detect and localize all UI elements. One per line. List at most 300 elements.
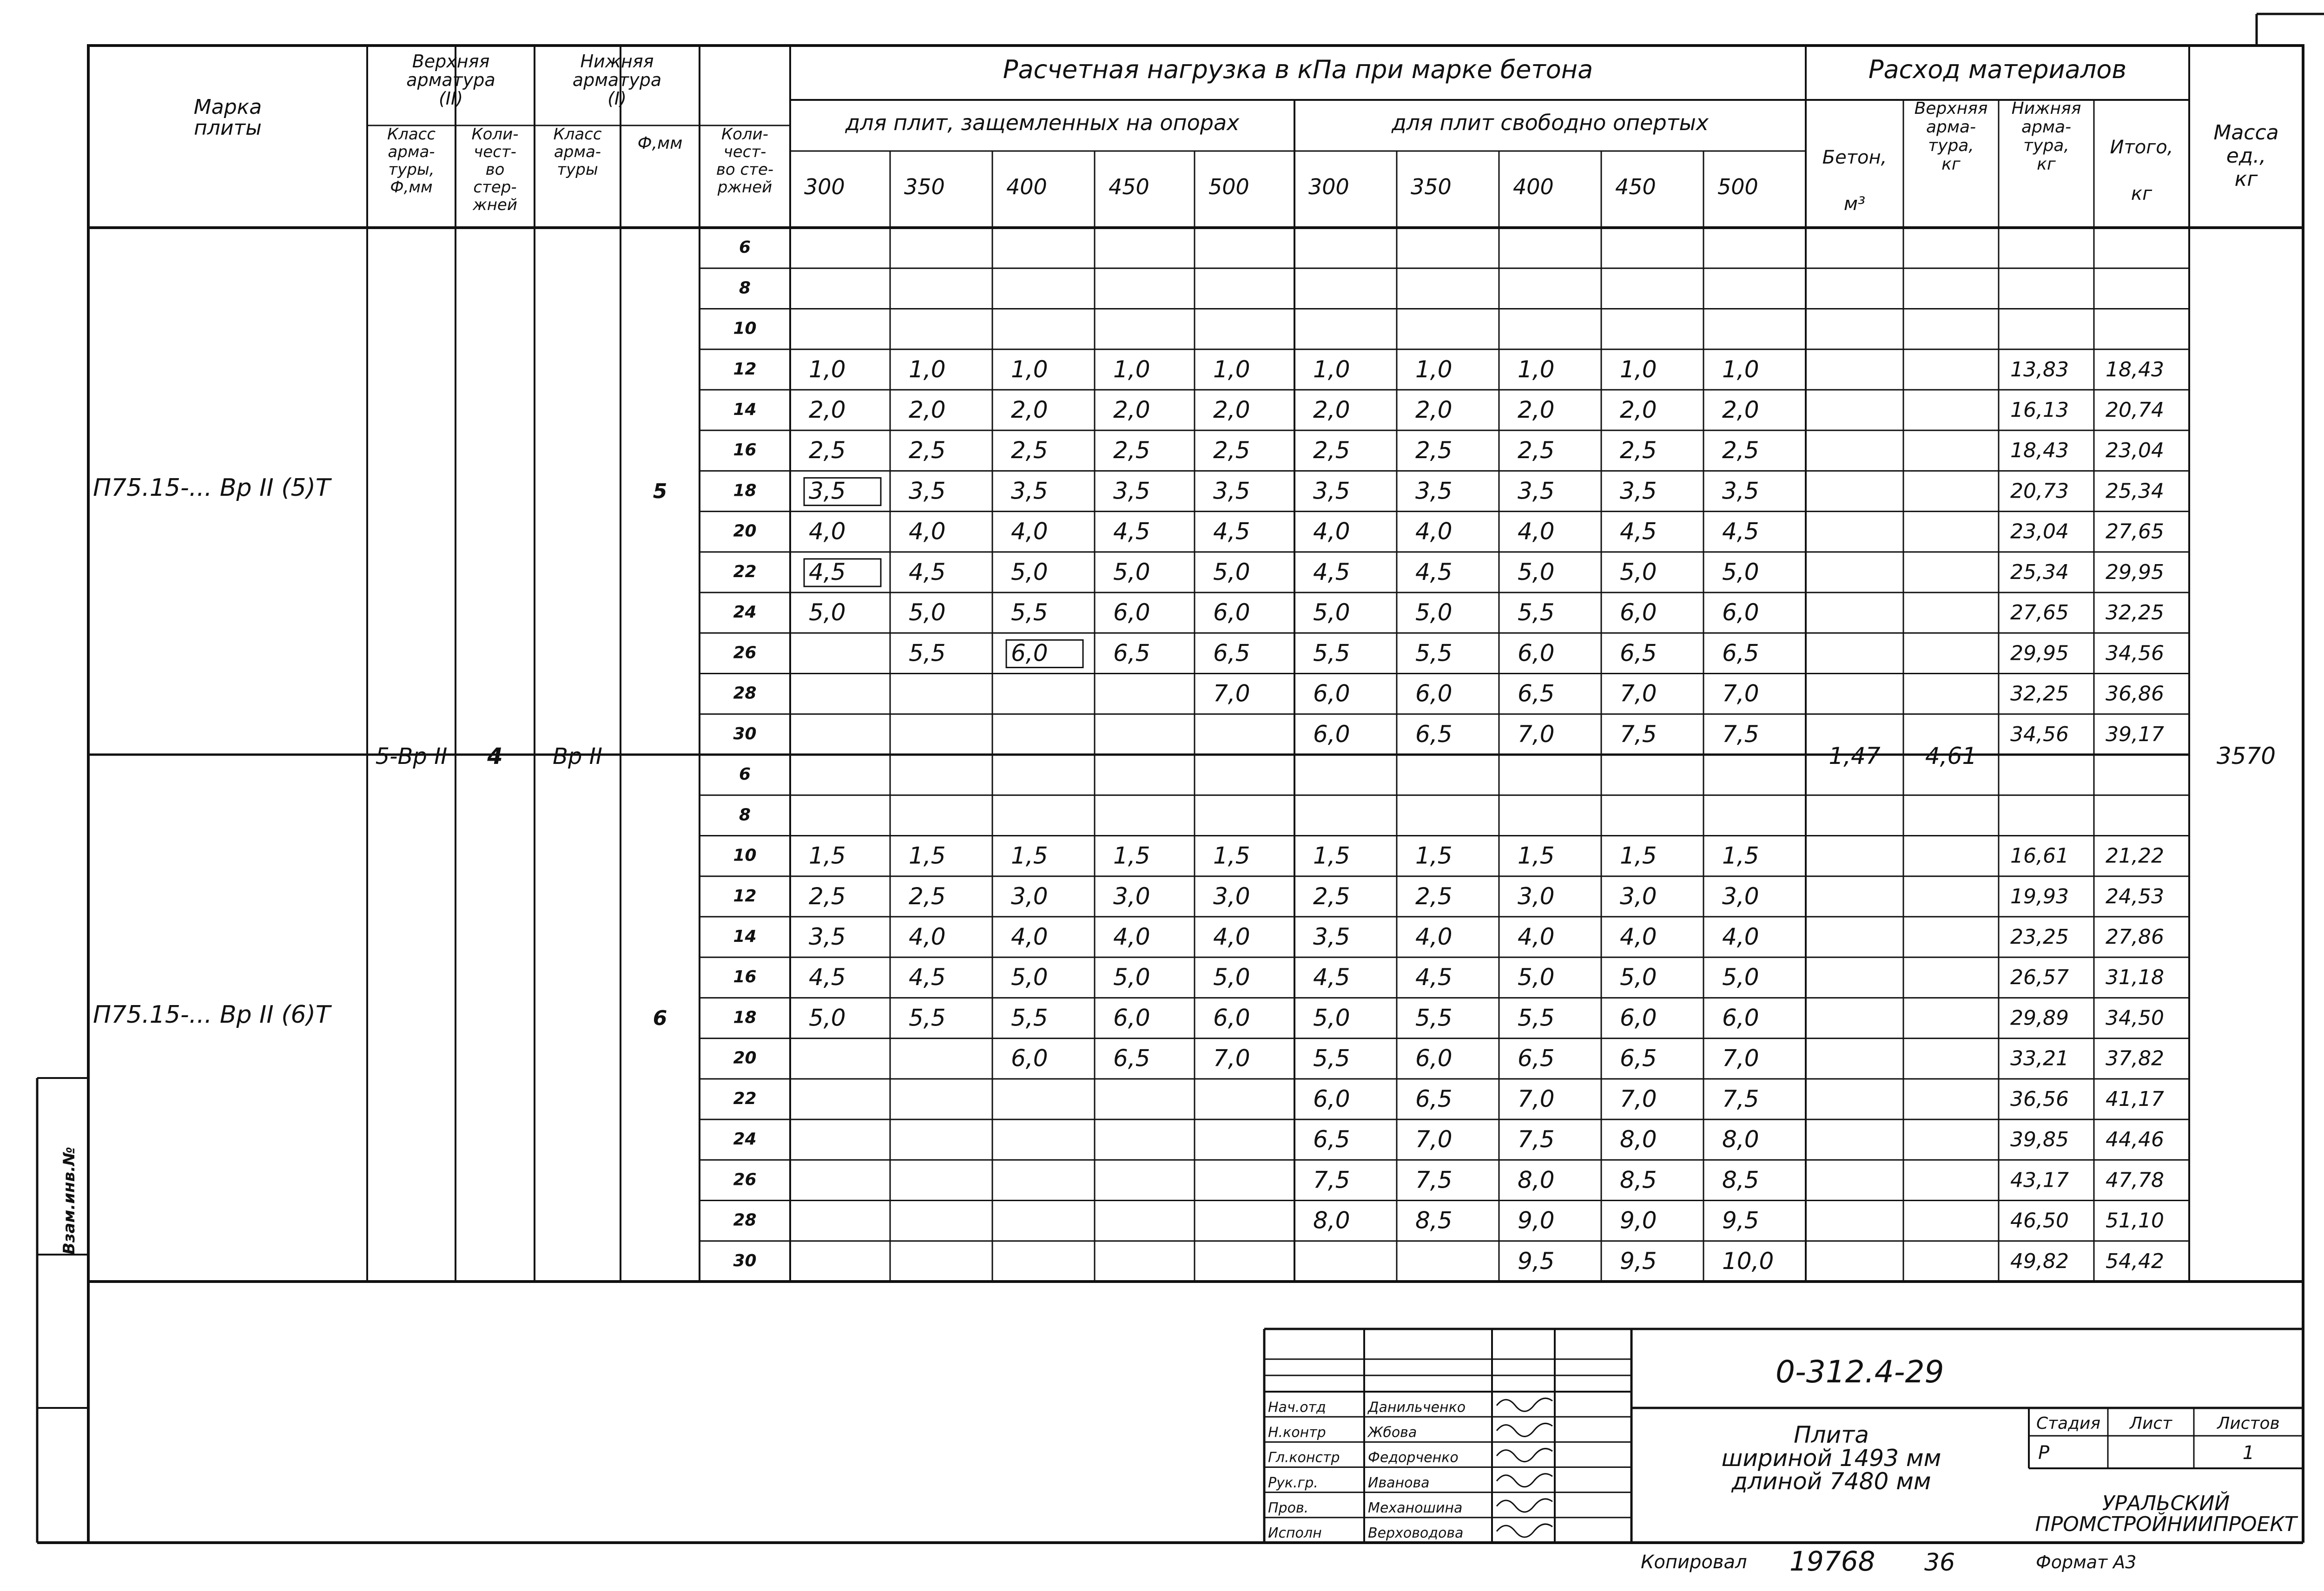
table-grid	[88, 46, 2303, 1282]
bottom-mass-value: 39,85	[2010, 1128, 2069, 1152]
load-fixed: 6,0	[1213, 1004, 1250, 1032]
stamp-role: Нач.отд	[1268, 1399, 1326, 1416]
load-fixed: 1,0	[1213, 355, 1250, 383]
load-free: 3,5	[1313, 923, 1350, 951]
load-free: 2,0	[1620, 396, 1657, 424]
load-free: 7,5	[1722, 720, 1759, 748]
load-free: 2,5	[1313, 882, 1350, 910]
load-free: 8,5	[1620, 1166, 1657, 1194]
total-mass-value: 39,17	[2106, 722, 2164, 746]
header-bottom-count: Коли-	[721, 125, 769, 144]
copy-number: 19768	[1789, 1545, 1875, 1577]
load-free: 3,0	[1620, 882, 1657, 910]
load-fixed: 4,0	[1011, 518, 1048, 545]
bar-count: 30	[733, 724, 757, 743]
load-free: 8,0	[1620, 1126, 1657, 1153]
total-mass-value: 37,82	[2106, 1046, 2164, 1071]
header-mass: кг	[2234, 167, 2258, 191]
organization-name: ПРОМСТРОЙНИИПРОЕКТ	[2035, 1512, 2297, 1536]
bottom-mass-value: 18,43	[2010, 439, 2069, 463]
organization-name: УРАЛЬСКИЙ	[2102, 1492, 2230, 1515]
total-mass-value: 41,17	[2106, 1087, 2164, 1111]
load-free: 5,0	[1518, 558, 1555, 585]
load-free: 6,5	[1518, 680, 1555, 707]
bar-count: 22	[733, 562, 757, 581]
bar-count: 6	[739, 238, 751, 257]
header-grade-fixed: 450	[1109, 174, 1149, 199]
load-fixed: 7,0	[1213, 680, 1250, 707]
load-free: 2,5	[1415, 882, 1452, 910]
header-grade-free: 450	[1615, 174, 1656, 199]
header-grade-free: 500	[1717, 174, 1758, 199]
bar-count: 20	[733, 1048, 757, 1068]
header-bottom-class: туры	[557, 160, 598, 179]
total-mass-value: 32,25	[2106, 601, 2164, 625]
load-fixed: 1,5	[1011, 842, 1048, 869]
bar-count: 24	[733, 1130, 757, 1149]
header-top-mass: арма-	[1926, 118, 1976, 137]
header-bottom-mass: Нижняя	[2011, 99, 2081, 118]
bar-count: 18	[733, 481, 757, 500]
load-fixed: 6,0	[1011, 639, 1048, 667]
load-free: 1,0	[1518, 355, 1555, 383]
load-free: 2,5	[1620, 437, 1657, 464]
table-header	[194, 51, 2279, 215]
header-bottom-count: ржней	[717, 178, 772, 197]
total-mass-value: 47,78	[2106, 1168, 2164, 1192]
load-free: 9,5	[1620, 1247, 1657, 1275]
load-free: 1,5	[1415, 842, 1452, 869]
load-free: 1,5	[1313, 842, 1350, 869]
total-mass-value: 27,65	[2106, 519, 2164, 544]
load-free: 4,0	[1620, 923, 1657, 951]
stamp-role: Гл.констр	[1268, 1449, 1340, 1466]
load-free: 6,5	[1722, 639, 1759, 667]
load-free: 9,5	[1722, 1207, 1759, 1234]
load-fixed: 1,5	[809, 842, 846, 869]
header-top-reinf: Верхняя	[412, 51, 490, 72]
load-fixed: 3,5	[809, 923, 846, 951]
load-fixed: 3,0	[1213, 882, 1250, 910]
load-fixed: 4,0	[909, 923, 946, 951]
header-free-title: для плит свободно опертых	[1391, 110, 1709, 135]
bottom-class-value: Вр II	[553, 743, 602, 769]
header-bottom-reinf: арматура	[572, 70, 662, 90]
load-fixed: 1,5	[1213, 842, 1250, 869]
load-fixed: 3,5	[1011, 477, 1048, 505]
total-mass-value: 31,18	[2106, 966, 2164, 990]
load-fixed: 6,5	[1213, 639, 1250, 667]
bar-count: 28	[733, 684, 757, 703]
load-fixed: 7,0	[1213, 1045, 1250, 1072]
unit-mass-value: 3570	[2216, 743, 2276, 769]
bar-count: 20	[733, 521, 757, 541]
header-bottom-reinf: Нижняя	[580, 51, 654, 72]
load-free: 6,0	[1722, 1004, 1759, 1032]
stage-label: Стадия	[2036, 1414, 2101, 1433]
load-free: 6,0	[1415, 1045, 1452, 1072]
header-top-count: стер-	[473, 178, 517, 197]
total-mass-value: 23,04	[2106, 439, 2164, 463]
top-class-value: 5-Вр II	[375, 743, 448, 769]
bottom-mass-value: 43,17	[2010, 1168, 2069, 1192]
load-fixed: 5,5	[1011, 1004, 1048, 1032]
signature-mark	[1497, 1449, 1552, 1462]
load-fixed: 2,0	[1113, 396, 1150, 424]
header-concrete: Бетон,	[1822, 147, 1887, 168]
bottom-mass-value: 36,56	[2010, 1087, 2069, 1111]
load-fixed: 5,0	[1011, 558, 1048, 585]
load-fixed: 3,5	[1113, 477, 1150, 505]
header-bottom-reinf: (I)	[607, 88, 627, 109]
load-fixed: 2,5	[909, 882, 946, 910]
header-materials-title: Расход материалов	[1868, 55, 2127, 84]
load-fixed: 2,0	[1011, 396, 1048, 424]
bar-count: 26	[733, 1170, 757, 1190]
load-free: 7,0	[1518, 1085, 1555, 1112]
total-mass-value: 44,46	[2106, 1128, 2164, 1152]
load-free: 9,0	[1620, 1207, 1657, 1234]
header-load-title: Расчетная нагрузка в кПа при марке бетона	[1003, 55, 1593, 84]
load-fixed: 3,5	[909, 477, 946, 505]
header-bottom-class: арма-	[554, 143, 601, 161]
load-free: 2,5	[1313, 437, 1350, 464]
load-free: 10,0	[1722, 1247, 1774, 1275]
bar-count: 12	[733, 359, 757, 379]
header-bottom-mass: арма-	[2021, 118, 2072, 137]
copied-label: Копировал	[1641, 1552, 1747, 1573]
load-fixed: 5,0	[1213, 558, 1250, 585]
load-fixed: 2,5	[909, 437, 946, 464]
header-top-mass: Верхняя	[1914, 99, 1988, 118]
load-free: 6,5	[1620, 1045, 1657, 1072]
load-fixed: 2,5	[1213, 437, 1250, 464]
load-free: 8,5	[1415, 1207, 1452, 1234]
sheet-label: Лист	[2129, 1414, 2172, 1433]
total-mass-value: 36,86	[2106, 682, 2164, 706]
header-top-count: Коли-	[471, 125, 519, 144]
bottom-mass-value: 32,25	[2010, 682, 2069, 706]
bar-count: 24	[733, 603, 757, 622]
header-top-count: во	[485, 160, 505, 179]
header-total: Итого,	[2110, 137, 2173, 158]
stamp-name: Иванова	[1368, 1474, 1430, 1491]
signature-mark	[1497, 1499, 1552, 1512]
load-free: 2,0	[1415, 396, 1452, 424]
bar-count: 16	[733, 440, 757, 460]
header-top-class: туры,	[388, 160, 435, 179]
load-fixed: 1,5	[1113, 842, 1150, 869]
load-free: 5,0	[1313, 599, 1350, 626]
bar-count: 8	[739, 805, 751, 825]
load-free: 1,5	[1518, 842, 1555, 869]
bottom-mass-value: 19,93	[2010, 884, 2069, 908]
load-free: 4,5	[1313, 964, 1350, 991]
header-grade-fixed: 400	[1006, 174, 1047, 199]
bottom-mass-value: 34,56	[2010, 722, 2069, 746]
load-fixed: 6,5	[1113, 639, 1150, 667]
bar-count: 10	[733, 846, 757, 865]
load-fixed: 5,5	[909, 639, 946, 667]
header-mark: плиты	[194, 116, 262, 140]
bar-count: 18	[733, 1008, 757, 1027]
load-free: 1,5	[1620, 842, 1657, 869]
load-free: 8,5	[1722, 1166, 1759, 1194]
bottom-mass-value: 29,95	[2010, 641, 2069, 665]
header-grade-free: 400	[1513, 174, 1554, 199]
total-mass-value: 20,74	[2106, 398, 2164, 422]
plate-mark: П75.15-... Вр II (6)Т	[93, 1001, 330, 1029]
header-top-count: чест-	[474, 143, 516, 161]
load-free: 5,0	[1313, 1004, 1350, 1032]
bar-count: 10	[733, 319, 757, 338]
bar-count: 8	[739, 278, 751, 298]
load-free: 6,0	[1620, 599, 1657, 626]
header-top-class: Класс	[387, 125, 436, 144]
title-block	[1264, 1329, 2303, 1577]
stage-value: Р	[2038, 1442, 2050, 1464]
load-free: 7,5	[1620, 720, 1657, 748]
load-fixed: 4,5	[809, 964, 846, 991]
header-mark: Марка	[193, 95, 262, 119]
header-grade-fixed: 350	[904, 174, 945, 199]
load-fixed: 6,0	[1011, 1045, 1048, 1072]
load-free: 4,5	[1620, 518, 1657, 545]
stamp-name: Механошина	[1368, 1500, 1463, 1516]
load-fixed: 5,0	[909, 599, 946, 626]
page-number: 36	[1924, 1549, 1955, 1577]
load-free: 4,0	[1518, 518, 1555, 545]
load-free: 5,5	[1313, 639, 1350, 667]
load-fixed: 5,5	[909, 1004, 946, 1032]
bar-count: 6	[739, 765, 751, 784]
load-free: 1,0	[1722, 355, 1759, 383]
bottom-mass-value: 20,73	[2010, 479, 2069, 503]
load-free: 1,5	[1722, 842, 1759, 869]
load-free: 2,0	[1313, 396, 1350, 424]
load-free: 4,5	[1313, 558, 1350, 585]
load-free: 6,0	[1722, 599, 1759, 626]
load-fixed: 4,5	[1113, 518, 1150, 545]
side-label: Взам.инв.№	[60, 1147, 79, 1255]
stamp-role: Пров.	[1268, 1500, 1309, 1516]
load-fixed: 4,0	[1011, 923, 1048, 951]
header-bottom-count: чест-	[723, 143, 766, 161]
load-free: 6,0	[1313, 1085, 1350, 1112]
sheets-value: 1	[2242, 1442, 2255, 1464]
load-free: 3,5	[1518, 477, 1555, 505]
stamp-role: Исполн	[1268, 1525, 1322, 1542]
product-title: шириной 1493 мм	[1721, 1445, 1941, 1472]
load-free: 7,0	[1620, 680, 1657, 707]
load-free: 1,0	[1620, 355, 1657, 383]
load-fixed: 2,5	[809, 437, 846, 464]
format-label: Формат А3	[2036, 1552, 2137, 1572]
header-concrete: м³	[1843, 193, 1866, 215]
load-fixed: 6,0	[1113, 599, 1150, 626]
header-top-count: жней	[473, 196, 517, 214]
load-fixed: 3,0	[1113, 882, 1150, 910]
bar-count: 12	[733, 886, 757, 906]
load-free: 4,0	[1722, 923, 1759, 951]
bottom-diameter: 6	[653, 1006, 667, 1030]
load-free: 3,5	[1415, 477, 1452, 505]
load-free: 5,5	[1518, 1004, 1555, 1032]
product-title: Плита	[1794, 1421, 1869, 1448]
bar-count: 26	[733, 643, 757, 663]
load-free: 8,0	[1313, 1207, 1350, 1234]
signature-mark	[1497, 1524, 1552, 1537]
header-top-class: Ф,мм	[390, 178, 433, 197]
load-free: 5,0	[1722, 964, 1759, 991]
load-fixed: 5,0	[1113, 558, 1150, 585]
load-fixed: 5,5	[1011, 599, 1048, 626]
header-top-mass: тура,	[1928, 136, 1974, 155]
stamp-role: Рук.гр.	[1268, 1474, 1318, 1491]
load-fixed: 2,0	[1213, 396, 1250, 424]
frame	[37, 14, 2324, 1543]
load-fixed: 4,5	[909, 558, 946, 585]
bar-count: 14	[733, 400, 757, 420]
load-fixed: 5,0	[1011, 964, 1048, 991]
load-free: 6,5	[1313, 1126, 1350, 1153]
load-fixed: 5,0	[809, 1004, 846, 1032]
load-fixed: 6,0	[1113, 1004, 1150, 1032]
load-free: 4,0	[1415, 518, 1452, 545]
header-top-class: арма-	[388, 143, 435, 161]
bottom-mass-value: 26,57	[2010, 966, 2069, 990]
load-fixed: 1,0	[1011, 355, 1048, 383]
header-top-mass: кг	[1941, 155, 1961, 174]
load-free: 8,0	[1722, 1126, 1759, 1153]
bar-count: 16	[733, 967, 757, 987]
load-free: 7,5	[1518, 1126, 1555, 1153]
load-free: 2,5	[1518, 437, 1555, 464]
load-free: 2,0	[1722, 396, 1759, 424]
load-fixed: 4,5	[809, 558, 846, 585]
signature-mark	[1497, 1398, 1552, 1411]
load-fixed: 6,0	[1213, 599, 1250, 626]
load-free: 7,5	[1313, 1166, 1350, 1194]
header-top-reinf: (II)	[438, 88, 463, 109]
plate-mark: П75.15-... Вр II (5)Т	[93, 474, 330, 502]
top-count-value: 4	[487, 743, 503, 769]
bottom-mass-value: 49,82	[2010, 1249, 2069, 1273]
load-fixed: 3,5	[1213, 477, 1250, 505]
load-fixed: 5,0	[1213, 964, 1250, 991]
bar-count: 30	[733, 1251, 757, 1270]
load-free: 9,5	[1518, 1247, 1555, 1275]
bar-count: 28	[733, 1210, 757, 1230]
header-fixed-title: для плит, защемленных на опорах	[845, 110, 1240, 135]
load-free: 5,5	[1313, 1045, 1350, 1072]
load-free: 6,5	[1415, 720, 1452, 748]
bottom-mass-value: 13,83	[2010, 357, 2069, 381]
product-title: длиной 7480 мм	[1731, 1468, 1931, 1495]
sheets-label: Листов	[2217, 1414, 2280, 1433]
total-mass-value: 24,53	[2106, 884, 2164, 908]
bottom-mass-value: 16,61	[2010, 844, 2069, 868]
total-mass-value: 25,34	[2106, 479, 2164, 503]
load-free: 3,5	[1313, 477, 1350, 505]
load-fixed: 4,0	[909, 518, 946, 545]
total-mass-value: 21,22	[2106, 844, 2164, 868]
load-fixed: 4,0	[809, 518, 846, 545]
header-bottom-class: Класс	[553, 125, 602, 144]
header-bottom-dia: Ф,мм	[637, 134, 683, 153]
load-free: 5,0	[1518, 964, 1555, 991]
load-free: 5,0	[1722, 558, 1759, 585]
load-free: 6,5	[1415, 1085, 1452, 1112]
load-free: 6,0	[1313, 720, 1350, 748]
bottom-mass-value: 23,04	[2010, 519, 2069, 544]
header-grade-free: 350	[1411, 174, 1452, 199]
load-fixed: 4,0	[1213, 923, 1250, 951]
header-bottom-count: во сте-	[716, 160, 774, 179]
load-free: 7,0	[1722, 680, 1759, 707]
load-free: 5,0	[1620, 558, 1657, 585]
load-free: 7,0	[1415, 1126, 1452, 1153]
top-mass-value: 4,61	[1925, 743, 1977, 769]
load-fixed: 2,5	[809, 882, 846, 910]
load-free: 3,0	[1518, 882, 1555, 910]
load-fixed: 3,5	[809, 477, 846, 505]
load-fixed: 4,0	[1113, 923, 1150, 951]
load-free: 7,0	[1722, 1045, 1759, 1072]
load-free: 6,0	[1313, 680, 1350, 707]
load-free: 6,5	[1620, 639, 1657, 667]
load-free: 9,0	[1518, 1207, 1555, 1234]
load-fixed: 5,0	[809, 599, 846, 626]
load-free: 2,5	[1722, 437, 1759, 464]
stamp-name: Данильченко	[1368, 1399, 1466, 1416]
load-free: 5,5	[1415, 639, 1452, 667]
load-fixed: 1,0	[909, 355, 946, 383]
load-fixed: 1,0	[809, 355, 846, 383]
load-free: 7,5	[1415, 1166, 1452, 1194]
load-fixed: 2,0	[909, 396, 946, 424]
load-free: 7,0	[1518, 720, 1555, 748]
load-free: 4,0	[1313, 518, 1350, 545]
header-grade-fixed: 300	[804, 174, 845, 199]
load-free: 3,5	[1722, 477, 1759, 505]
load-fixed: 2,5	[1011, 437, 1048, 464]
load-fixed: 1,5	[909, 842, 946, 869]
load-free: 1,0	[1313, 355, 1350, 383]
drawing-code: 0-312.4-29	[1776, 1354, 1944, 1390]
total-mass-value: 54,42	[2106, 1249, 2164, 1273]
load-fixed: 4,5	[909, 964, 946, 991]
bottom-mass-value: 29,89	[2010, 1006, 2069, 1030]
load-free: 5,5	[1415, 1004, 1452, 1032]
total-mass-value: 34,56	[2106, 641, 2164, 665]
load-free: 4,5	[1415, 558, 1452, 585]
header-mass: Масса	[2213, 121, 2279, 145]
load-free: 8,0	[1518, 1166, 1555, 1194]
total-mass-value: 51,10	[2106, 1209, 2164, 1233]
header-top-reinf: арматура	[406, 70, 495, 90]
total-mass-value: 18,43	[2106, 357, 2164, 381]
bottom-mass-value: 23,25	[2010, 925, 2069, 949]
load-fixed: 3,0	[1011, 882, 1048, 910]
stamp-name: Жбова	[1368, 1424, 1417, 1441]
header-mass: ед.,	[2226, 144, 2266, 168]
load-fixed: 2,0	[809, 396, 846, 424]
signature-mark	[1497, 1474, 1552, 1487]
load-free: 2,5	[1415, 437, 1452, 464]
concrete-value: 1,47	[1829, 743, 1881, 769]
load-fixed: 2,5	[1113, 437, 1150, 464]
